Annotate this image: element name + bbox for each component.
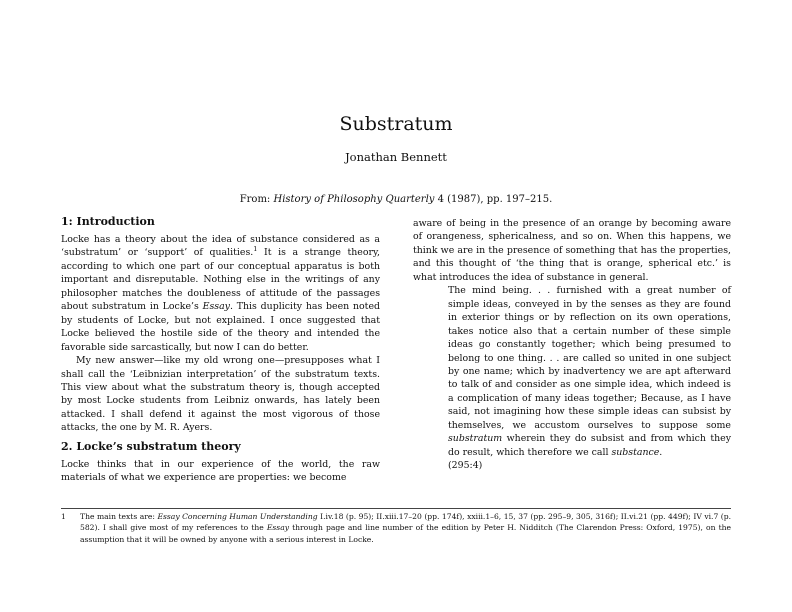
source-journal: History of Philosophy Quarterly bbox=[273, 194, 435, 205]
intro-paragraph-1 bbox=[61, 233, 380, 354]
intro-text-a: Locke has a theory about the idea of substance considered as a ‘substratum’ or ‘support’ of qualities. bbox=[61, 234, 380, 259]
footnote-divider bbox=[61, 508, 731, 509]
quote-text bbox=[448, 284, 731, 459]
footnote-text bbox=[80, 511, 731, 545]
intro-text-c: . This duplicity has been noted by students of Locke, but not explained. I once suggested that Locke believed the hostile side of the theory and intended the favorable side sarcastically, but now I can do better. bbox=[61, 301, 380, 353]
footnote-text-b: I.iv.18 (p. 95); II.xiii.17–20 (pp. 174f), xxiii.1–6, 15, 37 (pp. 295–9, 305, 316f); II.vi.21 (pp. 449f); IV vi.7 (p. 582). I shall give most of my references to the bbox=[80, 512, 732, 533]
section-heading-substratum-theory: 2. Locke’s substratum theory bbox=[61, 439, 241, 453]
author-name: Jonathan Bennett bbox=[345, 150, 447, 164]
locke-paragraph-1: Locke thinks that in our experience of the world, the raw materials of what we experience are properties: we become bbox=[61, 458, 380, 484]
quote-substance-italic: substance bbox=[611, 446, 660, 458]
block-quote bbox=[448, 284, 731, 472]
quote-text-a: The mind being. . . furnished with a great number of simple ideas, conveyed in by the senses as they are found in exterior things or by reflection on its own operations, takes notice also that a certain number of these simple ideas go constantly together; which being presumed to belong to one thing. . . are called so united in one subject by one name; which by inadvertency we are apt afterward to talk of and consider as one simple idea, which indeed is a complication of many ideas together; Because, as I have said, not imagining how these simple ideas can subsist by themselves, we accustom ourselves to suppose some bbox=[448, 285, 731, 431]
essay-italic: Essay bbox=[202, 301, 230, 313]
right-column bbox=[413, 217, 731, 473]
intro-paragraph-2: My new answer—like my old wrong one—presupposes what I shall call the ‘Leibnizian interpretation’ of the substratum texts. This view about what the substratum theory is, though accepted by most Locke students from Leibniz onwards, has lately been attacked. I shall defend it against the most vigorous of those attacks, the one by M. R. Ayers. bbox=[61, 355, 380, 434]
left-column bbox=[61, 215, 380, 485]
footnote-mark: 1 bbox=[61, 512, 66, 521]
footnote bbox=[61, 511, 731, 545]
document-title: Substratum bbox=[339, 113, 453, 135]
source-citation bbox=[0, 193, 792, 206]
source-suffix: 4 (1987), pp. 197–215. bbox=[434, 194, 553, 205]
footnote-reference[interactable]: 1 bbox=[253, 245, 258, 254]
quote-text-c: . bbox=[659, 446, 663, 458]
footnote-text-a: The main texts are: bbox=[80, 512, 158, 521]
quote-substratum-italic: substratum bbox=[448, 433, 503, 445]
quote-text-b: wherein they do subsist and from which they do result, which therefore we call bbox=[448, 433, 731, 458]
locke-paragraph-continued: aware of being in the presence of an orange by becoming aware of orangeness, sphericalness, and so on. When this happens, we think we are in the presence of something that has the properties, and this thought of ‘the thing that is orange, spherical etc.’ is what introduces the idea of substance in general. bbox=[413, 218, 731, 283]
footnote-essay-italic: Essay bbox=[266, 523, 290, 533]
quote-citation: (295:4) bbox=[448, 460, 483, 472]
intro-text-b: It is a strange theory, according to which one part of our conceptual apparatus is both important and disreputable. Nothing else in the writings of any philosopher matches the doubleness of attitude of the passages about substratum in Locke’s bbox=[61, 247, 381, 313]
source-prefix: From: bbox=[239, 194, 274, 205]
footnote-text-c: through page and line number of the edition by Peter H. Nidditch (The Clarendon Press: Oxford, 1975), on the assumption that it will be owned by anyone with a serious interest in Locke. bbox=[80, 523, 732, 544]
section-heading-introduction: 1: Introduction bbox=[61, 215, 155, 228]
footnote-title-italic: Essay Concerning Human Understanding bbox=[157, 512, 318, 521]
